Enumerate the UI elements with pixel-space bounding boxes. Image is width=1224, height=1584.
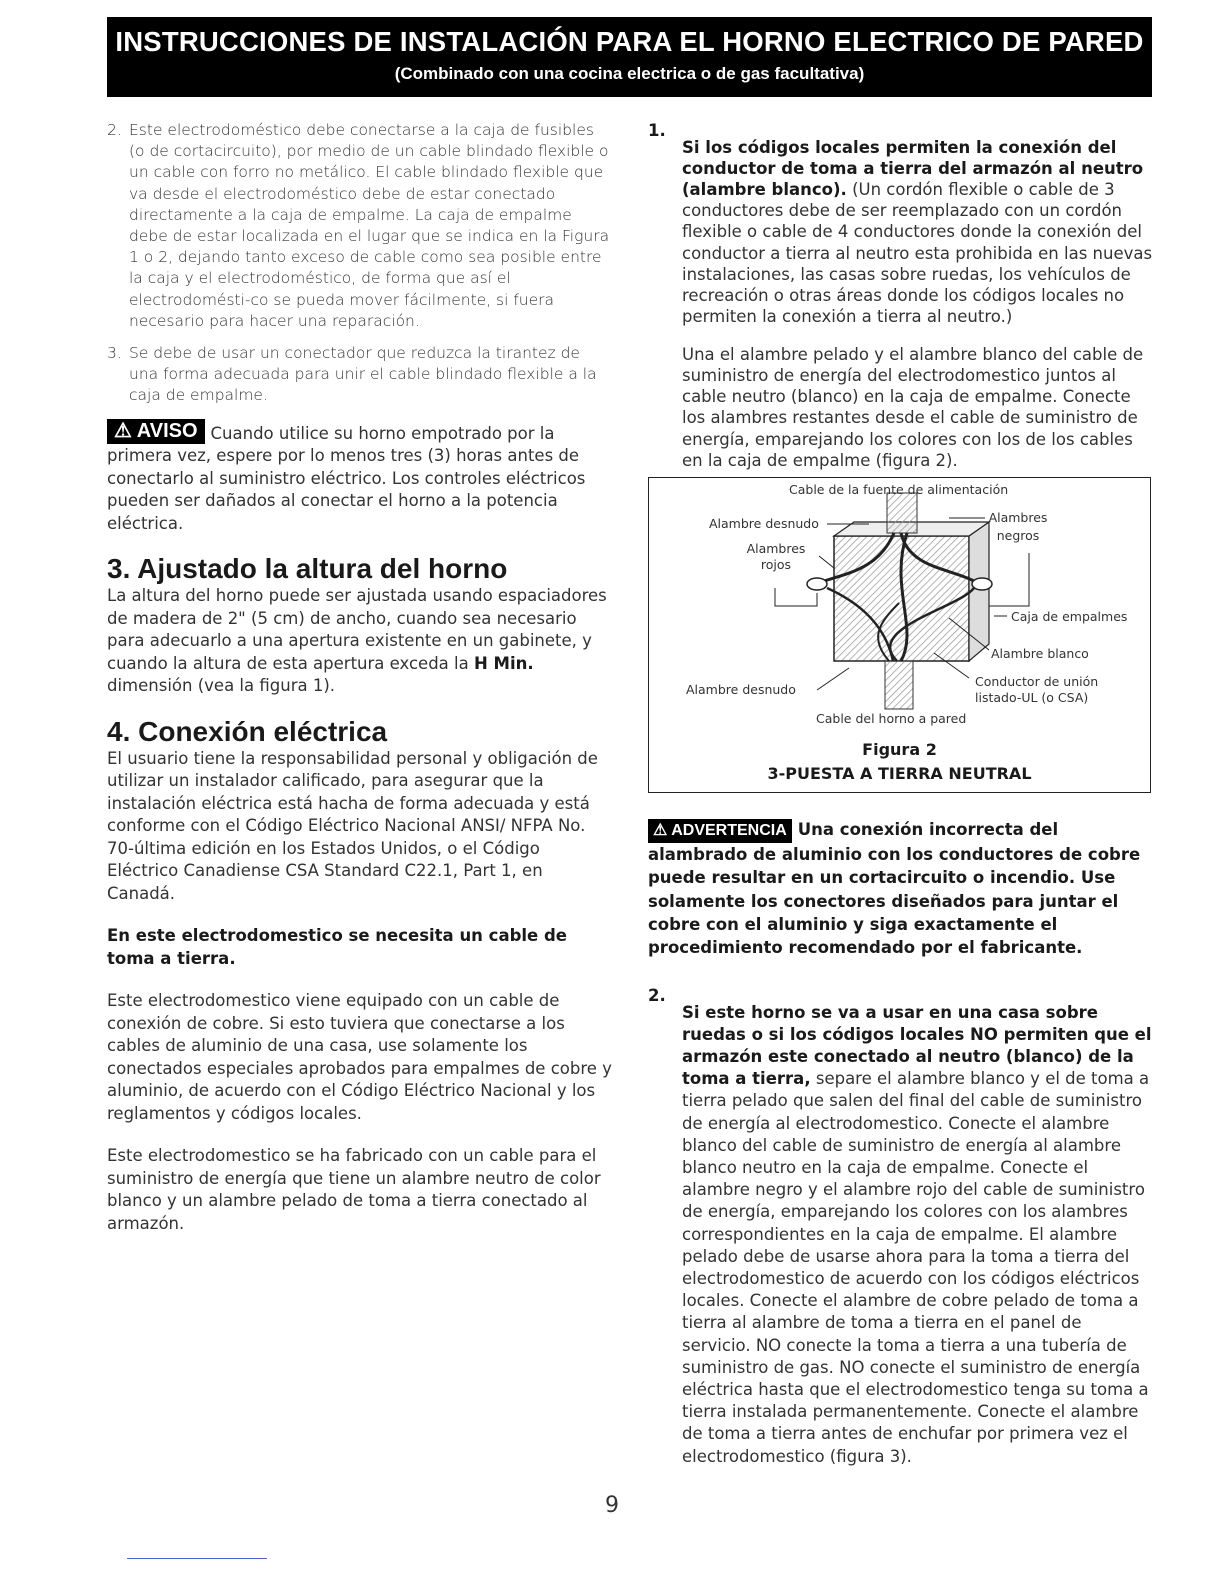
label-supply-cable: Cable de la fuente de alimentación xyxy=(789,482,1009,497)
section-3-bold: H Min. xyxy=(473,653,534,673)
left-column xyxy=(107,120,612,1235)
section-4-text: El usuario tiene la responsabilidad personal y obligación de utilizar un instalador calificado, para asegurar que la instalación eléctrica está hacha de forma adecuada y está conforme con el Código Eléctrico Nacional ANSI/ NFPA No. 70-última edición en los Estados Unidos, o el Código Eléctrico Canadiense CSA Standard C22.1, Part 1, en Canadá. xyxy=(107,748,598,903)
aviso-text: Cuando utilice su horno empotrado por la primera vez, espere por lo menos tres (3) horas antes de conectarlo al suministro eléctrico. Los controles eléctricos pueden ser dañados al conectar el horno a la potencia eléctrica. xyxy=(107,423,586,533)
page-title: INSTRUCCIONES DE INSTALACIÓN PARA EL HORNO ELECTRICO DE PARED xyxy=(115,26,1144,57)
item-1-bold: Si los códigos locales permiten la conexión del conductor de toma a tierra del armazón al neutro (alambre blanco). xyxy=(682,137,1144,199)
right-list-item-1 xyxy=(648,120,1153,488)
right-list-item-2 xyxy=(648,985,1153,1484)
label-bare-wire-bottom: Alambre desnudo xyxy=(686,682,796,697)
aviso-paragraph xyxy=(107,419,612,536)
list-item-text: Se debe de usar un conectador que reduzca la tirantez de una forma adecuada para unir el cable blindado flexible a la caja de empalme. xyxy=(129,344,597,405)
section-3-text-a: La altura del horno puede ser ajustada usando espaciadores de madera de 2" (5 cm) de ancho, cuando sea necesario para adecuarlo a una apertura existente en un gabinete, y cuando la altura de esta apertura exceda la xyxy=(107,586,607,673)
item-1-text xyxy=(682,137,1153,328)
list-number: 2. xyxy=(648,986,666,1005)
item-1-paragraph: Una el alambre pelado y el alambre blanco del cable de suministro de energía del electrodomestico juntos al cable neutro (blanco) en la caja de empalme. Conecte los alambres restantes desde el cable de suministro de energía, emparejando los colores con los de los cables en la caja de empalme (figura 2). xyxy=(682,344,1144,470)
footer-divider xyxy=(127,1558,267,1559)
list-number: 2. xyxy=(107,121,122,139)
list-number: 3. xyxy=(107,344,122,363)
label-conductor-1: Conductor de unión xyxy=(975,674,1099,689)
oven-cable xyxy=(885,661,913,709)
item-2-normal: separe el alambre blanco y el de toma a tierra pelado que salen del final del cable de suministro de energía al electrodomestico. Conecte el alambre blanco del cable de suministro de energía al alambre blanco neutro en la caja de empalme. Conecte el alambre negro y el alambre rojo del cable de suministro de energía, emparejando los colores con los alambres correspondientes en la caja de empalme. El alambre pelado debe de usarse ahora para la toma a tierra del electrodomestico de acuerdo con los códigos eléctricos locales. Conecte el alambre de cobre pelado de toma a tierra al alambre de toma a tierra en el panel de servicio. NO conecte la toma a tierra a una tubería de suministro de gas. NO conecte el suministro de energía eléctrica hasta que el electrodomestico tenga su toma a tierra instalada permanentemente. Conecte el alambre de toma a tierra antes de enchufar por primera vez el electrodomestico (figura 3). xyxy=(682,1069,1150,1466)
wire-nut-left xyxy=(807,578,827,590)
leader-red-bracket xyxy=(775,588,817,606)
item-1-normal: (Un cordón flexible o cable de 3 conductores debe de ser reemplazado con un cordón flexible o cable de 4 conductores donde la conexión del conductor a tierra al neutro esta prohibida en las nuevas instalaciones, las casas sobre ruedas, los vehículos de recreación o otras áreas donde los códigos locales no permiten la conexión a tierra al neutro.) xyxy=(682,179,1153,327)
wire-nut-right xyxy=(972,578,992,590)
label-white-wire: Alambre blanco xyxy=(991,646,1089,661)
figure-caption: Figura 2 xyxy=(862,740,937,759)
supply-cable xyxy=(887,493,917,533)
copper-paragraph: Este electrodomestico viene equipado con un cable de conexión de cobre. Si esto tuviera que conectarse a los cables de aluminio de una casa, use solamente los conectados especiales aprobados para empalmes de cobre y aluminio, de acuerdo con el Código Eléctrico Nacional y los reglamentos y códigos locales. xyxy=(107,991,612,1123)
section-3-heading: 3. Ajustado la altura del horno xyxy=(107,553,508,585)
item-2-bold: Si este horno se va a usar en una casa sobre ruedas o si los códigos locales NO permiten que el armazón este conectado al neutro (blanco) de la toma a tierra, xyxy=(682,1002,1152,1089)
page-subtitle: (Combinado con una cocina electrica o de gas facultativa) xyxy=(394,64,865,83)
warning-triangle-icon: ⚠ xyxy=(114,419,132,442)
list-item-2 xyxy=(107,120,612,332)
label-conductor-2: listado-UL (o CSA) xyxy=(975,690,1089,705)
ground-note: En este electrodomestico se necesita un cable de toma a tierra. xyxy=(107,926,567,968)
neutral-paragraph: Este electrodomestico se ha fabricado con un cable para el suministro de energía que tiene un alambre neutro de color blanco y un alambre pelado de toma a tierra conectado al armazón. xyxy=(107,1146,601,1233)
advertencia-text: Una conexión incorrecta del alambrado de aluminio con los conductores de cobre puede resultar en un cortacircuito o incendio. Use solamente los conectores diseñados para juntar el cobre con el aluminio y siga exactamente el procedimiento recomendado por el fabricante. xyxy=(648,820,1141,958)
section-3-text xyxy=(107,585,612,698)
figure-caption-subtitle: 3-PUESTA A TIERRA NEUTRAL xyxy=(767,764,1032,783)
list-item-text: Este electrodoméstico debe conectarse a la caja de fusibles (o de cortacircuito), por medio de un cable blindado flexible o un cable con forro no metálico. El cable blindado flexible que va desde el electrodoméstico debe de estar conectado directamente a la caja de empalme. La caja de empalme debe de estar localizada en el lugar que se indica en la Figura 1 o 2, dejando tanto exceso de cable como sea posible entre la caja y el electrodoméstico, de forma que así el electrodomésti-co se pueda mover fácilmente, si fuera necesario para hacer una reparación. xyxy=(129,121,610,330)
advertencia-label: ADVERTENCIA xyxy=(671,822,787,839)
aviso-label: AVISO xyxy=(136,419,198,442)
advertencia-badge xyxy=(648,819,792,843)
leader-bare-bottom xyxy=(817,668,849,690)
item-2-text xyxy=(648,1002,1153,1468)
label-oven-cable: Cable del horno a pared xyxy=(816,711,967,726)
label-red-wires: Alambres rojos xyxy=(746,541,806,572)
leader-black-bracket xyxy=(989,553,1029,606)
warning-triangle-icon: ⚠ xyxy=(653,822,668,839)
section-3-text-b: dimensión (vea la figura 1). xyxy=(107,676,336,696)
leader-red xyxy=(819,556,834,568)
label-junction-box: Caja de empalmes xyxy=(1011,609,1128,624)
aviso-badge xyxy=(107,419,205,444)
advertencia-block xyxy=(648,818,1153,959)
label-bare-wire-top: Alambre desnudo xyxy=(709,516,819,531)
section-4-heading: 4. Conexión eléctrica xyxy=(107,715,388,747)
label-black-wires: Alambres negros xyxy=(988,510,1048,543)
figure-2 xyxy=(648,477,1151,793)
page-header-banner xyxy=(107,17,1152,97)
list-item-3 xyxy=(107,343,612,407)
page-number: 9 xyxy=(605,1493,619,1518)
list-number: 1. xyxy=(648,121,666,140)
